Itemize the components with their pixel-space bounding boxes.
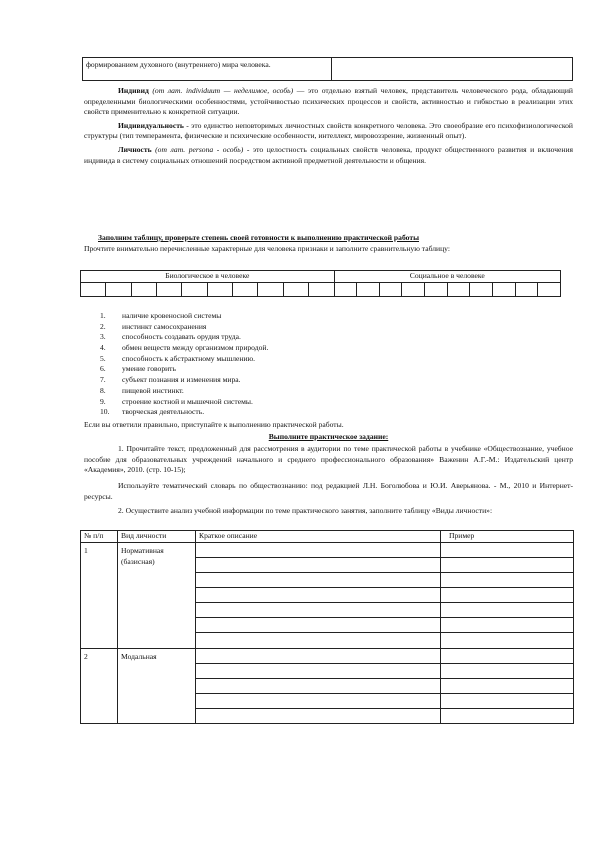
header-kind: Вид личности <box>118 531 196 543</box>
practical-heading: Выполните практическое задание: <box>268 432 389 441</box>
comparison-table <box>80 270 561 297</box>
example-cell[interactable] <box>441 679 574 694</box>
list-item: 10. творческая деятельность. <box>100 407 205 417</box>
answer-cell[interactable] <box>283 283 308 297</box>
answer-cell[interactable] <box>538 283 561 297</box>
row-kind: Нормативная (базисная) <box>118 543 196 649</box>
col-bio-header: Биологическое в человеке <box>81 271 335 283</box>
row-kind: Модальная <box>118 649 196 724</box>
definition-individ <box>84 86 573 118</box>
answer-cell[interactable] <box>515 283 538 297</box>
term-individ: Индивид <box>118 86 149 95</box>
example-cell[interactable] <box>441 558 574 573</box>
description-cell[interactable] <box>196 664 441 679</box>
list-item: 2. инстинкт самосохранения <box>100 321 207 331</box>
definition-personality <box>84 145 573 166</box>
dictionary-note: Используйте тематический словарь по обществознанию: под редакцией Л.Н. Боголюбова и Ю.И. Аверьянова. - М., 2010 и Интернет-ресурсы. <box>84 481 573 501</box>
term-individuality: Индивидуальность <box>118 120 184 130</box>
description-cell[interactable] <box>196 633 441 649</box>
answer-cell[interactable] <box>379 283 402 297</box>
text-individ: — это отдельно взятый человек, представитель человеческого рода, обладающий определенными биологическими особенностями, устойчивостью психических процессов и свойств, активностью и гибкостью в реализации этих свойств применительно к конкретной ситуации. <box>84 86 573 117</box>
example-cell[interactable] <box>441 573 574 588</box>
etym-personality: (от лат. persona - особь) <box>155 144 244 154</box>
col-soc-header: Социальное в человеке <box>334 271 560 283</box>
list-item: 7. субъект познания и изменения мира. <box>100 375 241 385</box>
description-cell[interactable] <box>196 603 441 618</box>
example-cell[interactable] <box>441 709 574 724</box>
top-table-text: формированием духовного (внутреннего) мира человека. <box>86 60 271 69</box>
answer-cell[interactable] <box>425 283 448 297</box>
table-row <box>81 543 574 558</box>
text-personality: - это целостность социальных свойств человека, продукт общественного развития и включения индивида в систему социальных отношений посредством активной предметной деятельности и общения. <box>84 144 574 165</box>
answer-cell[interactable] <box>156 283 181 297</box>
term-personality: Личность <box>118 144 152 154</box>
answer-cell[interactable] <box>447 283 470 297</box>
example-cell[interactable] <box>441 664 574 679</box>
answer-cell[interactable] <box>308 283 334 297</box>
example-cell[interactable] <box>441 649 574 664</box>
answer-cell[interactable] <box>131 283 156 297</box>
list-item: 9. строение костной и мышечной системы. <box>100 396 253 406</box>
answer-cell[interactable] <box>207 283 232 297</box>
header-description: Краткое описание <box>196 531 441 543</box>
answer-cell[interactable] <box>232 283 257 297</box>
example-cell[interactable] <box>441 694 574 709</box>
fill-task-instruction: Прочтите внимательно перечисленные характерные для человека признаки и заполните сравнительную таблицу: <box>84 244 450 253</box>
example-cell[interactable] <box>441 603 574 618</box>
list-item: 8. пищевой инстинкт. <box>100 385 184 395</box>
task-2: 2. Осуществите анализ учебной информации по теме практического занятия, заполните таблицу «Виды личности»: <box>118 506 493 515</box>
description-cell[interactable] <box>196 588 441 603</box>
list-item: 6. умение говорить <box>100 364 176 374</box>
row-number: 2 <box>81 649 118 724</box>
example-cell[interactable] <box>441 543 574 558</box>
text-individuality: - это единство неповторимых личностных свойств конкретного человека. Это своеобразие его психофизиологической структуры (тип темперамента, физические и психические особенности, интеллект, мировоззрение, жизненный опыт). <box>84 120 573 141</box>
description-cell[interactable] <box>196 558 441 573</box>
list-item: 1. наличие кровеносной системы <box>100 311 222 320</box>
kinds-table <box>80 530 574 724</box>
task-1: 1. Прочитайте текст, предложенный для рассмотрения в аудитории по теме практической работы в учебнике «Обществознание, учебное пособие для образовательных учреждений начального и среднего профессионального образования» Важенин А.Г.-М.: Издательский центр «Академия», 2010. (стр. 10-15); <box>84 444 573 475</box>
answer-cell[interactable] <box>402 283 425 297</box>
description-cell[interactable] <box>196 649 441 664</box>
row-number: 1 <box>81 543 118 649</box>
description-cell[interactable] <box>196 573 441 588</box>
table-row <box>81 649 574 664</box>
answer-cell[interactable] <box>334 283 357 297</box>
definitions-block <box>84 86 573 166</box>
header-example: Пример <box>441 531 574 543</box>
after-list-note: Если вы ответили правильно, приступайте к выполнению практической работы. <box>84 420 344 429</box>
fill-task-heading: Заполним таблицу, проверьте степень своей готовности к выполнению практической работы <box>98 233 420 242</box>
etym-individ: (от лат. individuum — неделимое, особь) <box>152 86 294 95</box>
example-cell[interactable] <box>441 588 574 603</box>
top-table <box>82 57 573 81</box>
description-cell[interactable] <box>196 543 441 558</box>
description-cell[interactable] <box>196 694 441 709</box>
answer-cell[interactable] <box>470 283 493 297</box>
answer-cell[interactable] <box>258 283 283 297</box>
example-cell[interactable] <box>441 633 574 649</box>
list-item: 4. обмен веществ между организмом природой. <box>100 343 269 353</box>
header-num: № п/п <box>81 531 118 543</box>
description-cell[interactable] <box>196 618 441 633</box>
answer-cell[interactable] <box>492 283 515 297</box>
answer-cell[interactable] <box>182 283 207 297</box>
example-cell[interactable] <box>441 618 574 633</box>
description-cell[interactable] <box>196 679 441 694</box>
definition-individuality <box>84 121 573 142</box>
list-item: 3. способность создавать орудия труда. <box>100 332 241 342</box>
traits-list <box>100 311 560 418</box>
list-item: 5. способность к абстрактному мышлению. <box>100 353 256 363</box>
answer-cell[interactable] <box>81 283 106 297</box>
description-cell[interactable] <box>196 709 441 724</box>
top-table-empty-cell <box>332 58 573 81</box>
answer-cell[interactable] <box>357 283 380 297</box>
answer-cell[interactable] <box>106 283 131 297</box>
